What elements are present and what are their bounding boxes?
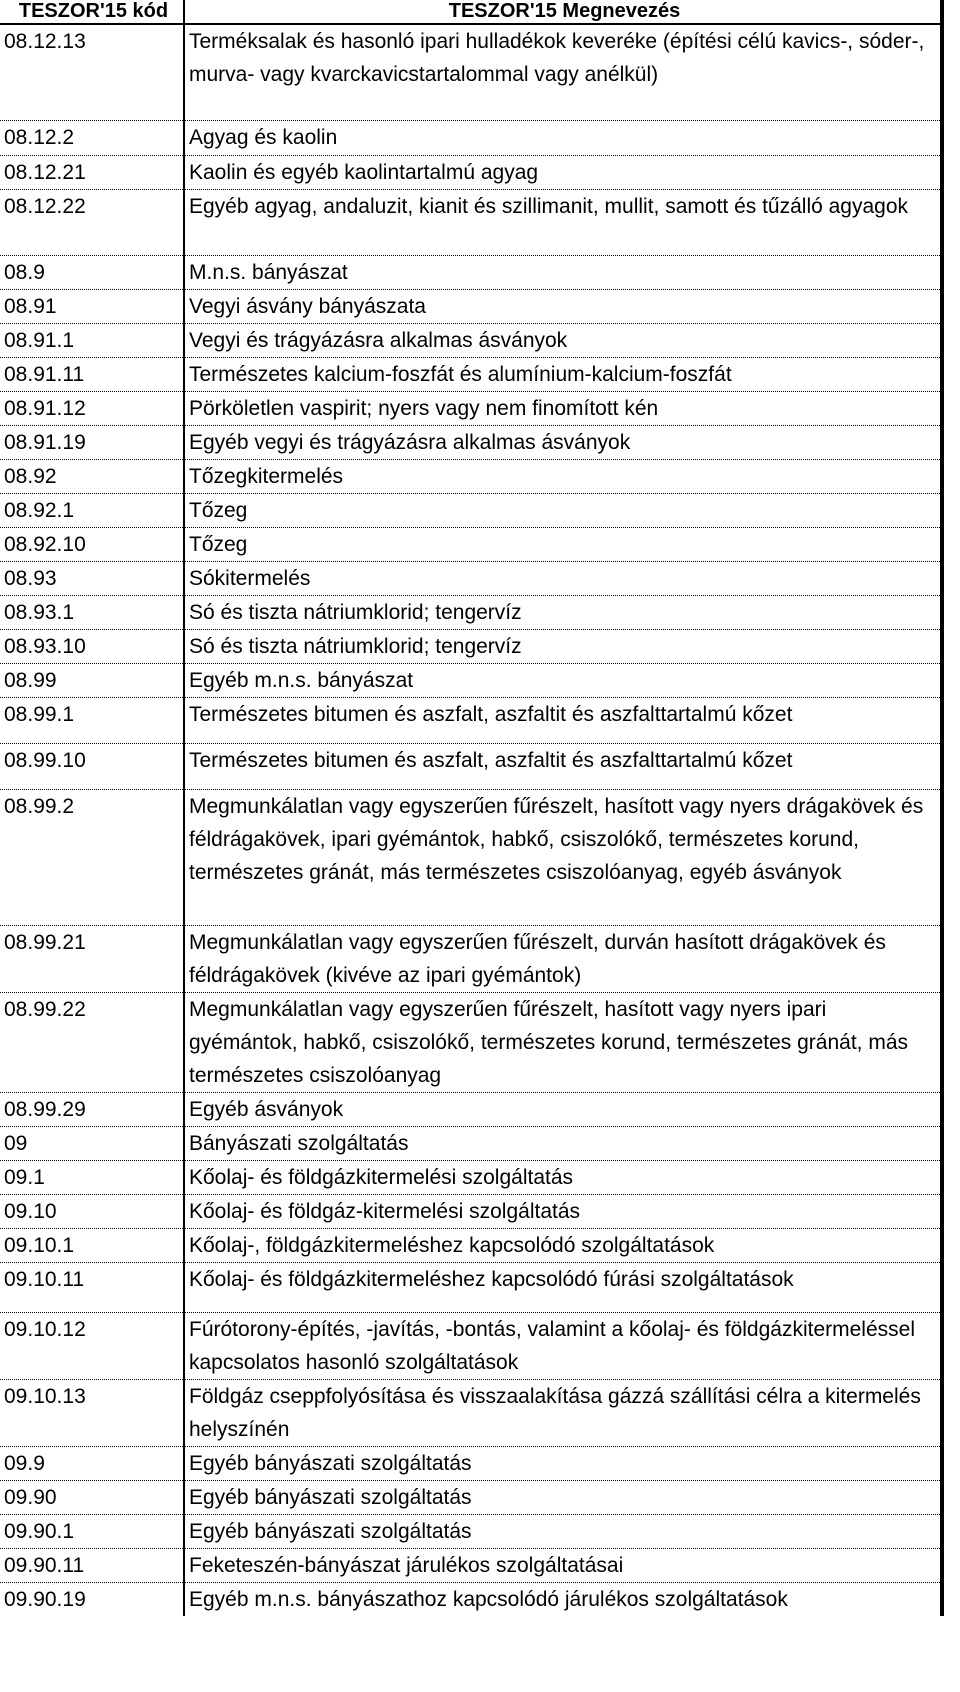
header-row bbox=[0, 0, 958, 24]
table-row bbox=[0, 289, 958, 323]
teszor-name-cell: Kőolaj-, földgázkitermeléshez kapcsolódó szolgáltatások bbox=[184, 1228, 942, 1262]
table-body bbox=[0, 24, 958, 1616]
teszor-code-cell: 09.90.11 bbox=[0, 1548, 184, 1582]
teszor-name-cell: Megmunkálatlan vagy egyszerűen fűrészelt, durván hasított drágakövek és féldrágakövek (kivéve az ipari gyémántok) bbox=[184, 925, 942, 992]
teszor-name-cell: Sókitermelés bbox=[184, 561, 942, 595]
teszor-code-cell: 08.99 bbox=[0, 663, 184, 697]
table-row bbox=[0, 992, 958, 1092]
teszor-name-cell: Megmunkálatlan vagy egyszerűen fűrészelt, hasított vagy nyers drágakövek és féldrágakövek, ipari gyémántok, habkő, csiszolókő, természetes korund, természetes gránát, más természetes csiszolóanyag, egyéb ásványok bbox=[184, 789, 942, 925]
teszor-code-cell: 08.91.1 bbox=[0, 323, 184, 357]
table-row bbox=[0, 391, 958, 425]
teszor-code-cell: 09.10.11 bbox=[0, 1262, 184, 1312]
teszor-code-cell: 09.10.12 bbox=[0, 1312, 184, 1379]
teszor-code-cell: 08.91.19 bbox=[0, 425, 184, 459]
teszor-name-cell: Kaolin és egyéb kaolintartalmú agyag bbox=[184, 155, 942, 189]
teszor-code-cell: 08.93.1 bbox=[0, 595, 184, 629]
table-row bbox=[0, 1160, 958, 1194]
teszor-code-cell: 09 bbox=[0, 1126, 184, 1160]
teszor-name-cell: Egyéb vegyi és trágyázásra alkalmas ásványok bbox=[184, 425, 942, 459]
table-row bbox=[0, 561, 958, 595]
teszor-code-cell: 08.12.21 bbox=[0, 155, 184, 189]
teszor-name-cell: Kőolaj- és földgázkitermelési szolgáltatás bbox=[184, 1160, 942, 1194]
table-row bbox=[0, 1582, 958, 1616]
table-row bbox=[0, 663, 958, 697]
teszor-code-cell: 08.92.10 bbox=[0, 527, 184, 561]
teszor-name-cell: Földgáz cseppfolyósítása és visszaalakítása gázzá szállítási célra a kitermelés helyszínén bbox=[184, 1379, 942, 1446]
teszor-code-cell: 09.90 bbox=[0, 1480, 184, 1514]
table-row bbox=[0, 595, 958, 629]
table-row bbox=[0, 1092, 958, 1126]
table-row bbox=[0, 629, 958, 663]
table-row bbox=[0, 743, 958, 789]
teszor-name-cell: Egyéb m.n.s. bányászat bbox=[184, 663, 942, 697]
teszor-name-cell: Megmunkálatlan vagy egyszerűen fűrészelt, hasított vagy nyers ipari gyémántok, habkő, csiszolókő, természetes korund, természetes gránát, más természetes csiszolóanyag bbox=[184, 992, 942, 1092]
table-row bbox=[0, 697, 958, 743]
teszor-code-cell: 08.99.2 bbox=[0, 789, 184, 925]
teszor-code-cell: 09.1 bbox=[0, 1160, 184, 1194]
table-row bbox=[0, 1262, 958, 1312]
teszor-name-cell: Terméksalak és hasonló ipari hulladékok keveréke (építési célú kavics-, sóder-, murva- vagy kvarckavicstartalommal vagy anélkül) bbox=[184, 24, 942, 120]
teszor-code-cell: 08.99.22 bbox=[0, 992, 184, 1092]
teszor-name-cell: Só és tiszta nátriumklorid; tengervíz bbox=[184, 629, 942, 663]
teszor-name-cell: Természetes bitumen és aszfalt, aszfaltit és aszfalttartalmú kőzet bbox=[184, 697, 942, 743]
teszor-code-cell: 08.91.11 bbox=[0, 357, 184, 391]
teszor-name-cell: Egyéb agyag, andaluzit, kianit és szillimanit, mullit, samott és tűzálló agyagok bbox=[184, 189, 942, 255]
teszor-code-cell: 09.10 bbox=[0, 1194, 184, 1228]
teszor-name-cell: M.n.s. bányászat bbox=[184, 255, 942, 289]
teszor-code-cell: 08.99.1 bbox=[0, 697, 184, 743]
table-row bbox=[0, 1312, 958, 1379]
table-row bbox=[0, 1379, 958, 1446]
teszor-name-cell: Vegyi és trágyázásra alkalmas ásványok bbox=[184, 323, 942, 357]
table-row bbox=[0, 1514, 958, 1548]
teszor-code-cell: 08.9 bbox=[0, 255, 184, 289]
teszor-code-cell: 08.93 bbox=[0, 561, 184, 595]
teszor-code-cell: 08.12.13 bbox=[0, 24, 184, 120]
table-row bbox=[0, 789, 958, 925]
teszor-name-cell: Egyéb ásványok bbox=[184, 1092, 942, 1126]
table-row bbox=[0, 1446, 958, 1480]
teszor-name-cell: Egyéb bányászati szolgáltatás bbox=[184, 1480, 942, 1514]
teszor-name-cell: Tőzeg bbox=[184, 527, 942, 561]
teszor-code-cell: 08.99.10 bbox=[0, 743, 184, 789]
teszor-code-cell: 09.9 bbox=[0, 1446, 184, 1480]
teszor-code-cell: 08.93.10 bbox=[0, 629, 184, 663]
teszor-code-cell: 08.92.1 bbox=[0, 493, 184, 527]
teszor-code-cell: 08.99.29 bbox=[0, 1092, 184, 1126]
teszor-code-cell: 09.90.19 bbox=[0, 1582, 184, 1616]
table-row bbox=[0, 357, 958, 391]
table-row bbox=[0, 1480, 958, 1514]
table-row bbox=[0, 1126, 958, 1160]
teszor-name-cell: Természetes bitumen és aszfalt, aszfaltit és aszfalttartalmú kőzet bbox=[184, 743, 942, 789]
teszor-name-cell: Egyéb bányászati szolgáltatás bbox=[184, 1446, 942, 1480]
teszor-name-cell: Tőzegkitermelés bbox=[184, 459, 942, 493]
teszor-code-cell: 09.90.1 bbox=[0, 1514, 184, 1548]
table-row bbox=[0, 24, 958, 120]
teszor-name-cell: Pörköletlen vaspirit; nyers vagy nem finomított kén bbox=[184, 391, 942, 425]
teszor-code-cell: 08.91 bbox=[0, 289, 184, 323]
teszor-name-cell: Bányászati szolgáltatás bbox=[184, 1126, 942, 1160]
teszor-name-cell: Tőzeg bbox=[184, 493, 942, 527]
table-row bbox=[0, 425, 958, 459]
table-row bbox=[0, 493, 958, 527]
table-row bbox=[0, 925, 958, 992]
table-row bbox=[0, 155, 958, 189]
teszor-name-cell: Kőolaj- és földgázkitermeléshez kapcsolódó fúrási szolgáltatások bbox=[184, 1262, 942, 1312]
table-row bbox=[0, 1228, 958, 1262]
teszor-name-cell: Egyéb bányászati szolgáltatás bbox=[184, 1514, 942, 1548]
teszor-name-cell: Vegyi ásvány bányászata bbox=[184, 289, 942, 323]
teszor-name-cell: Kőolaj- és földgáz-kitermelési szolgáltatás bbox=[184, 1194, 942, 1228]
table-row bbox=[0, 1194, 958, 1228]
teszor-code-cell: 08.91.12 bbox=[0, 391, 184, 425]
teszor-name-cell: Agyag és kaolin bbox=[184, 120, 942, 155]
table-row bbox=[0, 120, 958, 155]
table-row bbox=[0, 189, 958, 255]
teszor-code-cell: 08.99.21 bbox=[0, 925, 184, 992]
table-row bbox=[0, 323, 958, 357]
teszor-code-cell: 09.10.13 bbox=[0, 1379, 184, 1446]
table-row bbox=[0, 255, 958, 289]
column-header-name: TESZOR'15 Megnevezés bbox=[184, 0, 942, 24]
column-header-code: TESZOR'15 kód bbox=[0, 0, 184, 24]
teszor-name-cell: Fúrótorony-építés, -javítás, -bontás, valamint a kőolaj- és földgázkitermeléssel kapcsolatos hasonló szolgáltatások bbox=[184, 1312, 942, 1379]
teszor-name-cell: Egyéb m.n.s. bányászathoz kapcsolódó járulékos szolgáltatások bbox=[184, 1582, 942, 1616]
teszor-code-cell: 08.12.22 bbox=[0, 189, 184, 255]
table-row bbox=[0, 459, 958, 493]
teszor-name-cell: Feketeszén-bányászat járulékos szolgáltatásai bbox=[184, 1548, 942, 1582]
teszor-code-cell: 09.10.1 bbox=[0, 1228, 184, 1262]
teszor-code-cell: 08.12.2 bbox=[0, 120, 184, 155]
teszor-name-cell: Természetes kalcium-foszfát és alumínium-kalcium-foszfát bbox=[184, 357, 942, 391]
teszor-name-cell: Só és tiszta nátriumklorid; tengervíz bbox=[184, 595, 942, 629]
teszor-code-cell: 08.92 bbox=[0, 459, 184, 493]
table-row bbox=[0, 527, 958, 561]
table-row bbox=[0, 1548, 958, 1582]
